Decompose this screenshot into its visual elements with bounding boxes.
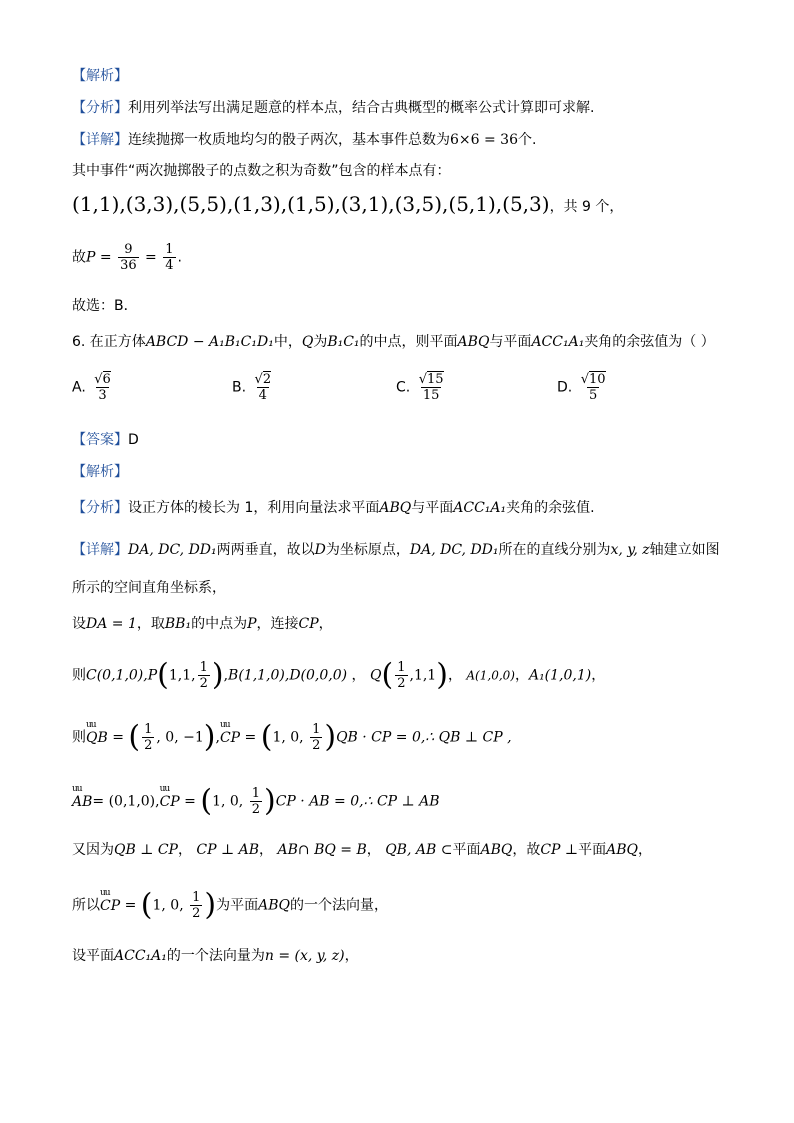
normal-vector-line: 所以uu CP = (1, 0, $\frac{1}{2}$ )为平面ABQ的一个法向量， [72,890,388,921]
perpendicular-line: 又因为QB ⊥ CP， CP ⊥ AB， AB∩ BQ = B， QB, AB ⊂平面ABQ，故CP ⊥平面ABQ， [72,842,652,858]
vector-ab-line: uu AB= (0,1,0),uu CP = (1, 0, $\frac{1}{2}$ )CP · AB = 0,∴ CP ⊥ AB [72,786,440,817]
jiexi-heading: 【解析】 [72,68,128,84]
set-da-line: 设DA = 1，取BB₁的中点为P，连接CP， [72,616,333,632]
question-6: 6. 在正方体ABCD − A₁B₁C₁D₁中，Q为B₁C₁的中点，则平面ABQ与平面ACC₁A₁夹角的余弦值为（ ） [72,334,715,350]
coordinates-line: 则C(0,1,0),P(1,1, $\frac{1}{2}$ ),B(1,1,0),D(0,0,0) ， Q( $\frac{1}{2}$ ,1,1)， A(1,0,0)，A₁(1,0,1)， [72,657,606,693]
choice-line: 故选：B． [72,298,138,314]
jiexi-heading-2: 【解析】 [72,464,128,480]
option-b: B. $\frac{√2}{4}$ [232,372,272,403]
option-a: A. $\frac{√6}{3}$ [72,372,111,403]
probability-line: 故P = $\frac{9}{36}$ = $\frac{1}{4}$ . [72,242,182,273]
detail-line: 【详解】连续抛掷一枚质地均匀的骰子两次，基本事件总数为6×6 = 36个. [72,132,537,148]
detail-line-2: 【详解】DA, DC, DD₁两两垂直，故以D为坐标原点，DA, DC, DD₁所在的直线分别为x, y, z轴建立如图 [72,542,720,558]
analysis-line-2: 【分析】设正方体的棱长为 1，利用向量法求平面ABQ与平面ACC₁A₁夹角的余弦值. [72,500,595,516]
analysis-line: 【分析】利用列举法写出满足题意的样本点，结合古典概型的概率公式计算即可求解. [72,100,595,116]
plane-normal-line: 设平面ACC₁A₁的一个法向量为n = (x, y, z)， [72,948,359,964]
option-c: C. $\frac{√15}{15}$ [396,372,444,403]
answer-line: 【答案】D [72,432,139,448]
event-line: 其中事件“两次抛掷骰子的点数之积为奇数”包含的样本点有： [72,163,451,179]
coord-system-line: 所示的空间直角坐标系， [72,580,226,596]
option-d: D. $\frac{√10}{5}$ [557,372,606,403]
vector-qb-line: 则uu QB = ( $\frac{1}{2}$ , 0, −1),uu CP = (1, 0, $\frac{1}{2}$ )QB · CP = 0,∴ QB ⊥ CP , [72,722,512,753]
sample-points: (1,1),(3,3),(5,5),(1,3),(1,5),(3,1),(3,5),(5,1),(5,3)，共 9 个， [72,192,624,216]
